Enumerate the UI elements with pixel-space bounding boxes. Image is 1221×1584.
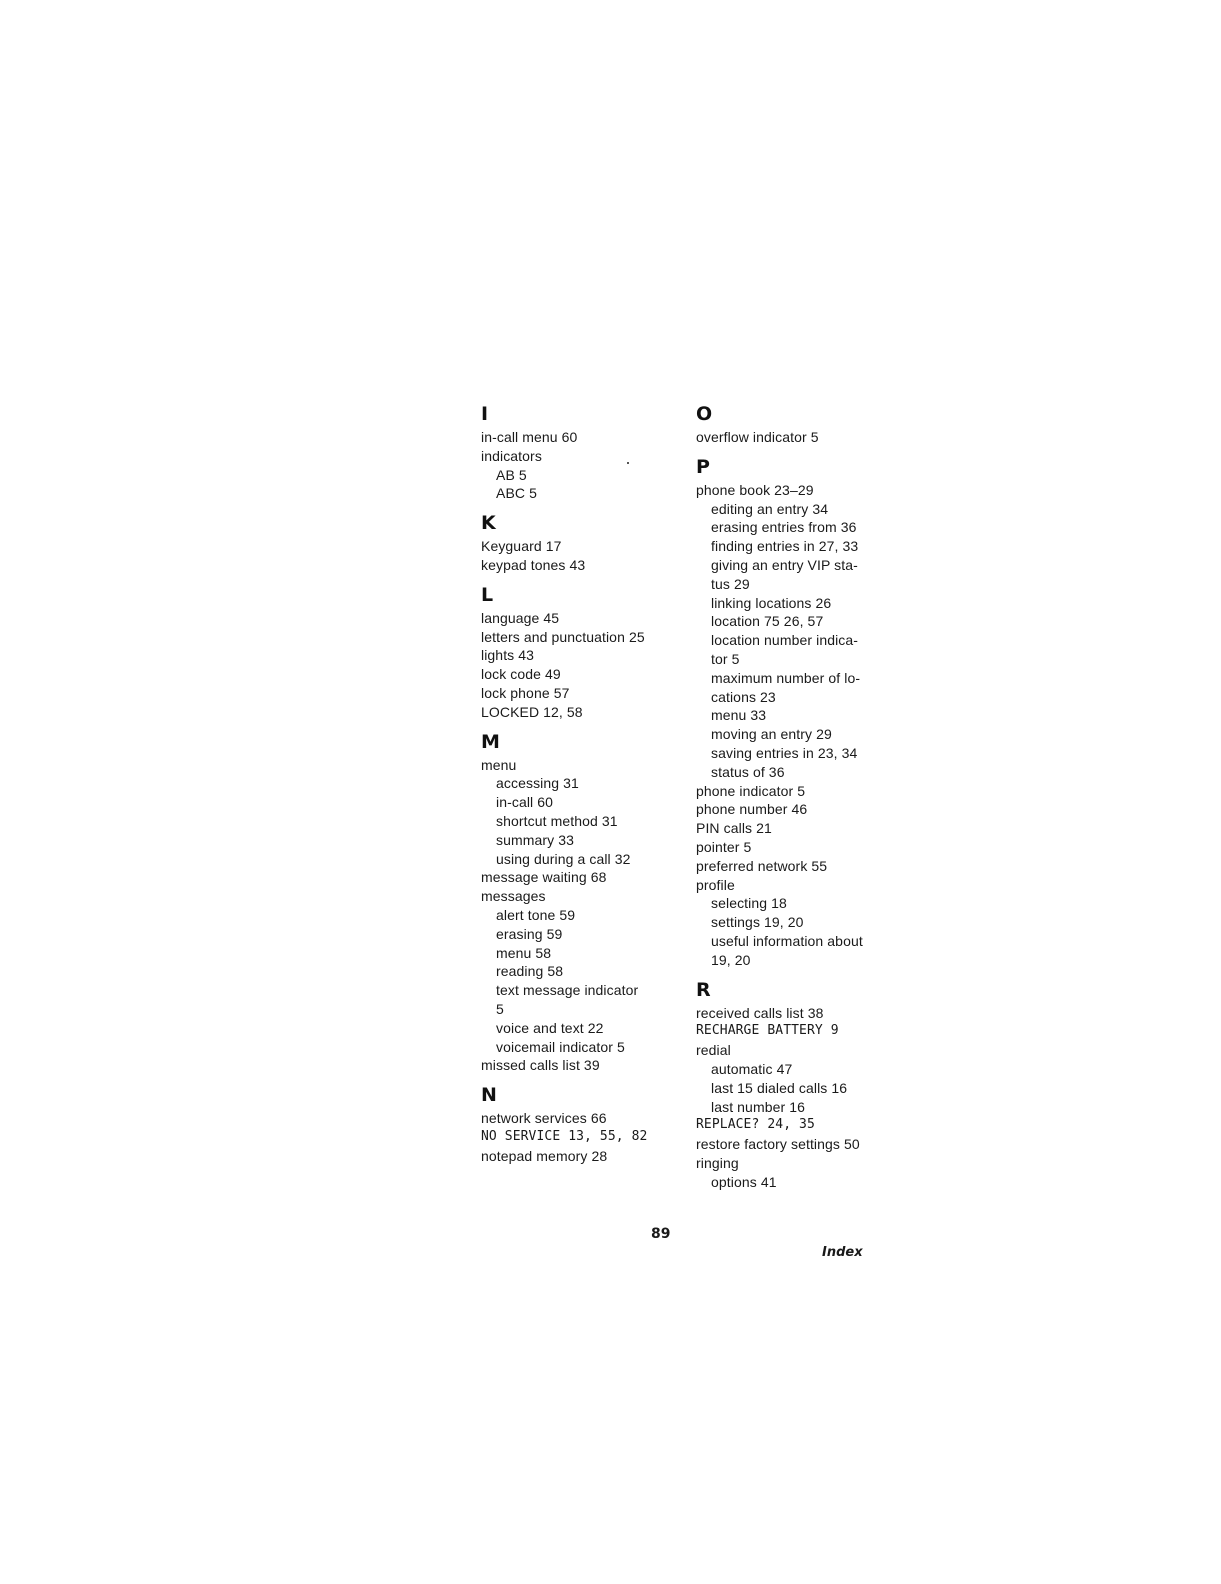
index-subentry: AB 5 bbox=[496, 466, 527, 483]
index-subentry: ABC 5 bbox=[496, 485, 537, 502]
index-subentry: options 41 bbox=[711, 1173, 777, 1190]
section-letter-heading: O bbox=[696, 403, 713, 425]
index-subentry: automatic 47 bbox=[711, 1060, 793, 1077]
index-subentry: shortcut method 31 bbox=[496, 812, 618, 829]
index-entry: REPLACE? 24, 35 bbox=[696, 1117, 815, 1133]
index-entry: Keyguard 17 bbox=[481, 538, 562, 555]
index-subentry: maximum number of lo- bbox=[711, 669, 861, 686]
index-subentry: alert tone 59 bbox=[496, 906, 576, 923]
index-entry: phone indicator 5 bbox=[696, 782, 806, 799]
index-subentry: moving an entry 29 bbox=[711, 726, 832, 743]
index-subentry: erasing entries from 36 bbox=[711, 519, 857, 536]
index-subentry: settings 19, 20 bbox=[711, 914, 804, 931]
section-letter-heading: N bbox=[481, 1084, 497, 1107]
index-subentry: voicemail indicator 5 bbox=[496, 1038, 625, 1055]
index-subentry: location number indica- bbox=[711, 632, 859, 649]
index-entry: phone book 23–29 bbox=[696, 481, 814, 498]
index-entry: missed calls list 39 bbox=[481, 1057, 600, 1074]
index-subentry: editing an entry 34 bbox=[711, 500, 829, 517]
index-subentry: reading 58 bbox=[496, 963, 564, 980]
index-entry: network services 66 bbox=[481, 1110, 607, 1127]
index-entry: NO SERVICE 13, 55, 82 bbox=[481, 1128, 648, 1144]
index-subentry: in-call 60 bbox=[496, 794, 554, 811]
index-section-n bbox=[481, 1083, 681, 1165]
index-entry: redial bbox=[696, 1042, 731, 1059]
index-entry: lock code 49 bbox=[481, 666, 561, 683]
index-entry: pointer 5 bbox=[696, 838, 752, 855]
index-entry: notepad memory 28 bbox=[481, 1147, 608, 1164]
index-subentry: accessing 31 bbox=[496, 775, 579, 792]
running-footer-section-title: Index bbox=[822, 1245, 863, 1260]
index-entry: overflow indicator 5 bbox=[696, 429, 819, 445]
index-entry: ringing bbox=[696, 1154, 739, 1171]
index-subentry: giving an entry VIP sta- bbox=[711, 556, 858, 573]
index-subentry: linking locations 26 bbox=[711, 594, 832, 611]
index-entry: indicators bbox=[481, 447, 542, 464]
page-number: 89 bbox=[651, 1226, 671, 1242]
index-section-r bbox=[696, 978, 886, 1192]
index-section-p bbox=[696, 455, 886, 970]
index-subentry: useful information about bbox=[711, 932, 863, 949]
index-entry: language 45 bbox=[481, 609, 560, 626]
index-subentry: last number 16 bbox=[711, 1098, 806, 1115]
index-subentry: selecting 18 bbox=[711, 895, 787, 912]
index-entry: in-call menu 60 bbox=[481, 429, 578, 445]
index-subentry: tor 5 bbox=[711, 650, 740, 667]
index-entry: lock phone 57 bbox=[481, 684, 570, 701]
index-subentry: menu 33 bbox=[711, 707, 767, 724]
section-letter-heading: I bbox=[481, 403, 489, 425]
section-letter-heading: L bbox=[481, 583, 494, 606]
index-column-left bbox=[481, 402, 681, 1166]
index-section-k bbox=[481, 511, 681, 575]
index-entry: profile bbox=[696, 876, 735, 893]
section-letter-heading: P bbox=[696, 455, 710, 478]
index-section-m bbox=[481, 730, 681, 1076]
index-subentry: summary 33 bbox=[496, 831, 575, 848]
index-entry: PIN calls 21 bbox=[696, 820, 772, 837]
index-subentry: saving entries in 23, 34 bbox=[711, 744, 858, 761]
index-subentry: location 75 26, 57 bbox=[711, 613, 824, 630]
index-entry: keypad tones 43 bbox=[481, 556, 586, 573]
section-letter-heading: M bbox=[481, 730, 500, 753]
index-entry: phone number 46 bbox=[696, 801, 808, 818]
index-entry: messages bbox=[481, 888, 546, 905]
index-subentry: using during a call 32 bbox=[496, 850, 631, 867]
index-subentry: menu 58 bbox=[496, 944, 552, 961]
index-subentry: last 15 dialed calls 16 bbox=[711, 1079, 848, 1096]
index-entry: LOCKED 12, 58 bbox=[481, 703, 583, 720]
index-entry: restore factory settings 50 bbox=[696, 1136, 860, 1153]
index-column-right bbox=[696, 402, 886, 1191]
index-subentry: tus 29 bbox=[711, 575, 750, 592]
index-subentry: erasing 59 bbox=[496, 925, 563, 942]
section-letter-heading: K bbox=[481, 512, 496, 535]
index-subentry: 5 bbox=[496, 1000, 504, 1017]
index-entry: preferred network 55 bbox=[696, 857, 828, 874]
section-letter-heading: R bbox=[696, 978, 711, 1001]
index-subentry: text message indicator bbox=[496, 982, 639, 999]
index-subentry: finding entries in 27, 33 bbox=[711, 538, 859, 555]
index-entry: menu bbox=[481, 756, 517, 773]
index-section-i bbox=[481, 402, 681, 503]
index-entry: lights 43 bbox=[481, 647, 535, 664]
index-subentry: status of 36 bbox=[711, 763, 785, 780]
scan-speck bbox=[627, 462, 629, 464]
index-section-l bbox=[481, 583, 681, 722]
index-entry: letters and punctuation 25 bbox=[481, 628, 645, 645]
index-subentry: cations 23 bbox=[711, 688, 776, 705]
index-entry: received calls list 38 bbox=[696, 1004, 824, 1021]
index-entry: RECHARGE BATTERY 9 bbox=[696, 1023, 839, 1039]
index-subentry: voice and text 22 bbox=[496, 1019, 604, 1036]
index-entry: message waiting 68 bbox=[481, 869, 607, 886]
index-subentry: 19, 20 bbox=[711, 951, 751, 968]
index-section-o bbox=[696, 402, 886, 447]
